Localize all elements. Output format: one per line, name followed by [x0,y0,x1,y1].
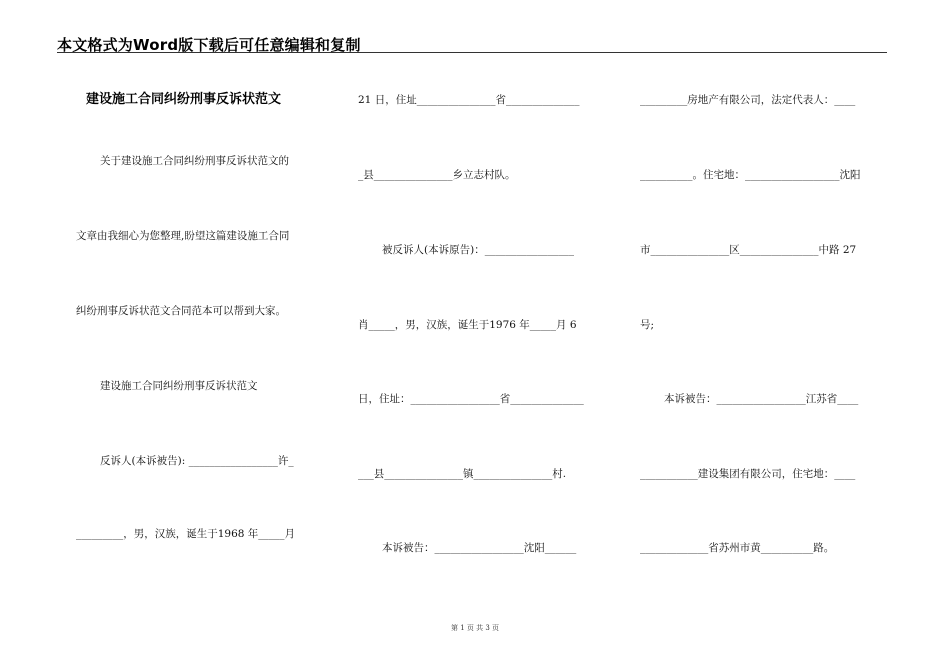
text-line: ___县_______________镇_______________村. [358,468,567,480]
text-line: 被反诉人(本诉原告)：_________________ [382,244,574,256]
text-line: ___________建设集团有限公司，住宅地：____ [640,468,856,480]
text-line: _县_______________乡立志村队。 [358,169,516,181]
text-line: __________。住宅地：__________________沈阳 [640,169,861,181]
text-line: 反诉人(本诉被告): _________________许_ [100,455,294,467]
text-column-3 [640,0,890,672]
text-line: 关于建设施工合同纠纷刑事反诉状范文的 [100,155,289,167]
page-number: 第 1 页 共 3 页 [450,624,500,632]
document-banner: 本文格式为Word版下载后可任意编辑和复制 [57,36,361,54]
text-line: 建设施工合同纠纷刑事反诉状范文 [100,380,258,392]
text-line: 市_______________区_______________中路 27 [640,244,857,256]
text-line: 纠纷刑事反诉状范文合同范本可以帮到大家。 [76,305,286,317]
text-line: 日，住址：_________________省______________ [358,393,584,405]
text-line: 21 日，住址_______________省______________ [358,94,580,106]
document-title: 建设施工合同纠纷刑事反诉状范文 [86,92,282,107]
text-line: _________房地产有限公司，法定代表人：____ [640,94,856,106]
text-line: 文章由我细心为您整理,盼望这篇建设施工合同 [76,230,290,242]
text-line: 本诉被告：_________________江苏省____ [664,393,859,405]
text-line: 肖_____，男，汉族，诞生于1976 年_____月 6 [358,319,577,331]
text-line: _____________省苏州市黄__________路。 [640,542,835,554]
text-line: 号; [640,319,655,331]
text-column-2 [358,0,613,672]
text-column-1 [76,0,326,672]
text-line: _________，男，汉族，诞生于1968 年_____月 [76,528,296,540]
text-line: 本诉被告：_________________沈阳______ [382,542,577,554]
